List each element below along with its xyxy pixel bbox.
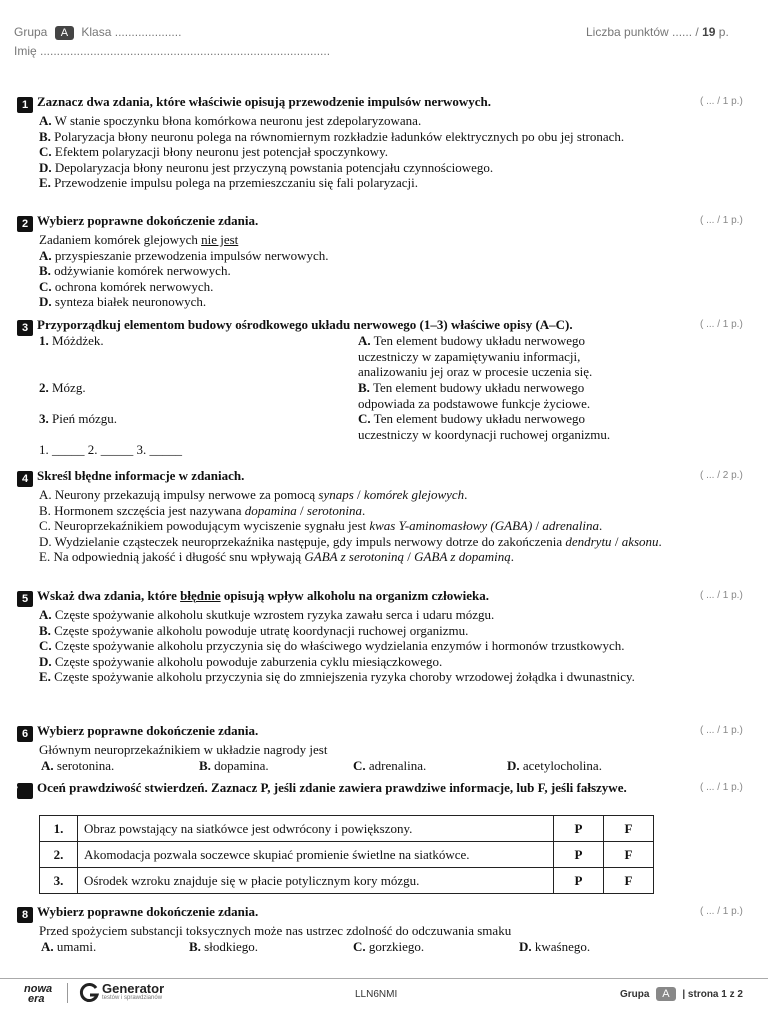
false-option[interactable]: F bbox=[604, 868, 654, 894]
question-title: Oceń prawdziwość stwierdzeń. Zaznacz P, jeśli zdanie zawiera prawdziwe informacje, lub F, jeśli fałszywe. bbox=[37, 780, 627, 795]
option-a: A. Częste spożywanie alkoholu skutkuje wzrostem ryzyka zawału serca i udaru mózgu. bbox=[39, 607, 495, 622]
question-title: Wybierz poprawne dokończenie zdania. bbox=[37, 723, 259, 738]
true-option[interactable]: P bbox=[554, 842, 604, 868]
option-c: C. Częste spożywanie alkoholu przyczynia się do właściwego wydzielania enzymów i hormonów trzustkowych. bbox=[39, 638, 625, 653]
true-option[interactable]: P bbox=[554, 868, 604, 894]
option-d: D. Depolaryzacja błony neuronu jest przyczyną powstania potencjału czynnościowego. bbox=[39, 159, 494, 175]
table-row: 1. Obraz powstający na siatkówce jest odwrócony i powiększony. P F bbox=[40, 816, 654, 842]
match-left-3: 3. Pień mózgu. bbox=[39, 411, 117, 426]
sentence-b: B. Hormonem szczęścia jest nazywana dopamina / serotonina. bbox=[39, 502, 366, 518]
nowa-era-logo: nowa era bbox=[24, 983, 53, 1005]
choice-1[interactable]: dopamina bbox=[244, 502, 297, 518]
header-group bbox=[14, 25, 181, 41]
option-b: B. Częste spożywanie alkoholu powoduje utratę koordynacji ruchowej organizmu. bbox=[39, 622, 469, 638]
question-title: Wybierz poprawne dokończenie zdania. bbox=[37, 213, 259, 228]
false-option[interactable]: F bbox=[604, 816, 654, 842]
choice-2[interactable]: aksonu bbox=[621, 533, 659, 549]
choice-2[interactable]: serotonina bbox=[306, 502, 363, 518]
question-title: Zaznacz dwa zdania, które właściwie opisują przewodzenie impulsów nerwowych. bbox=[37, 94, 492, 109]
option-b: B. Polaryzacja błony neuronu polega na równomiernym rozkładzie ładunków elektrycznych po obu jej stronach. bbox=[39, 128, 625, 144]
choice-2[interactable]: GABA z dopaminą bbox=[414, 549, 511, 564]
table-row: 3. Ośrodek wzroku znajduje się w płacie potylicznym kory mózgu. P F bbox=[40, 868, 654, 894]
question-stem: Zadaniem komórek glejowych nie jest bbox=[39, 232, 239, 247]
group-label: Grupa bbox=[14, 25, 48, 39]
points-q1: ( ... / 1 p.) bbox=[700, 96, 743, 107]
question-number: 7 bbox=[17, 783, 33, 799]
option-e: E. Przewodzenie impulsu polega na przemieszczaniu się fali polaryzacji. bbox=[39, 175, 419, 190]
points-q4: ( ... / 2 p.) bbox=[700, 470, 743, 481]
group-badge: A bbox=[55, 26, 74, 40]
question-5 bbox=[17, 588, 717, 685]
points-q8: ( ... / 1 p.) bbox=[700, 906, 743, 917]
question-number: 4 bbox=[17, 471, 33, 487]
option-d: D. Częste spożywanie alkoholu powoduje zaburzenia cyklu miesiączkowego. bbox=[39, 653, 443, 669]
question-8 bbox=[17, 904, 717, 954]
points-q6: ( ... / 1 p.) bbox=[700, 725, 743, 736]
question-title: Wybierz poprawne dokończenie zdania. bbox=[37, 904, 259, 919]
points-total: Liczba punktów ...... / 19 p. bbox=[586, 25, 729, 39]
points-q5: ( ... / 1 p.) bbox=[700, 590, 743, 601]
option-c: C. gorzkiego. bbox=[353, 938, 425, 954]
option-d: D. kwaśnego. bbox=[519, 938, 591, 954]
question-number: 1 bbox=[17, 97, 33, 113]
table-row: 2. Akomodacja pozwala soczewce skupiać promienie świetlne na siatkówce. P F bbox=[40, 842, 654, 868]
choice-2[interactable]: adrenalina bbox=[542, 518, 599, 533]
sentence-a: A. Neurony przekazują impulsy nerwowe za pomocą synaps / komórek glejowych. bbox=[39, 487, 468, 502]
option-c: C. adrenalina. bbox=[353, 757, 427, 773]
question-title: Skreśl błędne informacje w zdaniach. bbox=[37, 468, 245, 483]
true-false-table bbox=[39, 815, 654, 894]
sentence-e: E. Na odpowiednią jakość i długość snu wpływają GABA z serotoniną / GABA z dopaminą. bbox=[39, 549, 514, 564]
option-c: C. ochrona komórek nerwowych. bbox=[39, 278, 214, 294]
question-stem: Głównym neuroprzekaźnikiem w układzie nagrody jest bbox=[39, 742, 328, 757]
choice-1[interactable]: dendrytu bbox=[565, 533, 612, 549]
footer-group: Grupa A | strona 1 z 2 bbox=[620, 988, 743, 1000]
choice-2[interactable]: komórek glejowych bbox=[363, 487, 465, 502]
question-title: Przyporządkuj elementom budowy ośrodkowego układu nerwowego (1–3) właściwe opisy (A–C). bbox=[37, 317, 573, 332]
points-q2: ( ... / 1 p.) bbox=[700, 215, 743, 226]
question-6 bbox=[17, 723, 717, 773]
choice-1[interactable]: GABA z serotoniną bbox=[304, 549, 405, 564]
question-number: 5 bbox=[17, 591, 33, 607]
answer-line[interactable]: 1. _____ 2. _____ 3. _____ bbox=[39, 442, 182, 457]
question-4 bbox=[17, 468, 717, 565]
option-a: A. serotonina. bbox=[41, 757, 115, 773]
question-1 bbox=[17, 94, 717, 191]
points-q7: ( ... / 1 p.) bbox=[700, 782, 743, 793]
option-a: A. przyspieszanie przewodzenia impulsów nerwowych. bbox=[39, 247, 329, 263]
option-c: C. Efektem polaryzacji błony neuronu jest potencjał spoczynkowy. bbox=[39, 144, 388, 159]
option-a: A. umami. bbox=[41, 938, 97, 954]
generator-logo-icon bbox=[78, 982, 100, 1004]
choice-1[interactable]: synaps bbox=[318, 487, 354, 502]
match-left-2: 2. Mózg. bbox=[39, 380, 86, 395]
option-d: D. synteza białek neuronowych. bbox=[39, 294, 207, 309]
sentence-c: C. Neuroprzekaźnikiem powodującym wyciszenie sygnału jest kwas Y-aminomasłowy (GABA) / adrenalina. bbox=[39, 518, 603, 533]
option-e: E. Częste spożywanie alkoholu przyczynia się do zmniejszenia ryzyka choroby wrzodowej żołądka i dwunastnicy. bbox=[39, 669, 635, 684]
option-d: D. acetylocholina. bbox=[507, 757, 602, 773]
test-code: LLN6NMI bbox=[355, 989, 398, 1000]
question-number: 2 bbox=[17, 216, 33, 232]
sentence-d: D. Wydzielanie cząsteczek neuroprzekaźnika następuje, gdy impuls nerwowy dotrze do zakończenia dendrytu / aksonu. bbox=[39, 533, 662, 549]
question-title: Wskaż dwa zdania, które błędnie opisują wpływ alkoholu na organizm człowieka. bbox=[37, 588, 489, 603]
match-right-b: B. Ten element budowy układu nerwowego odpowiada za podstawowe funkcje życiowe. bbox=[358, 380, 591, 411]
question-number: 3 bbox=[17, 320, 33, 336]
match-right-c: C. Ten element budowy układu nerwowego uczestniczy w koordynacji ruchowej organizmu. bbox=[358, 411, 611, 442]
false-option[interactable]: F bbox=[604, 842, 654, 868]
points-q3: ( ... / 1 p.) bbox=[700, 319, 743, 330]
name-field: Imię ....................................................................................... bbox=[14, 44, 331, 58]
option-b: B. dopamina. bbox=[199, 757, 269, 773]
question-number: 6 bbox=[17, 726, 33, 742]
question-7 bbox=[11, 780, 657, 799]
option-b: B. słodkiego. bbox=[189, 938, 258, 954]
true-option[interactable]: P bbox=[554, 816, 604, 842]
question-2 bbox=[17, 213, 717, 310]
footer bbox=[0, 978, 768, 979]
match-left-1: 1. Móżdżek. bbox=[39, 333, 104, 348]
question-stem: Przed spożyciem substancji toksycznych może nas ustrzec zdolność do odczuwania smaku bbox=[39, 923, 512, 938]
choice-1[interactable]: kwas Y-aminomasłowy (GABA) bbox=[369, 518, 533, 533]
question-number: 8 bbox=[17, 907, 33, 923]
class-field: Klasa .................... bbox=[81, 25, 182, 39]
option-b: B. odżywianie komórek nerwowych. bbox=[39, 263, 231, 278]
option-a: A. W stanie spoczynku błona komórkowa neuronu jest zdepolaryzowana. bbox=[39, 113, 422, 128]
match-right-a: A. Ten element budowy układu nerwowego uczestniczy w zapamiętywaniu informacji, analizowaniu jej oraz w procesie uczenia się. bbox=[358, 333, 593, 379]
